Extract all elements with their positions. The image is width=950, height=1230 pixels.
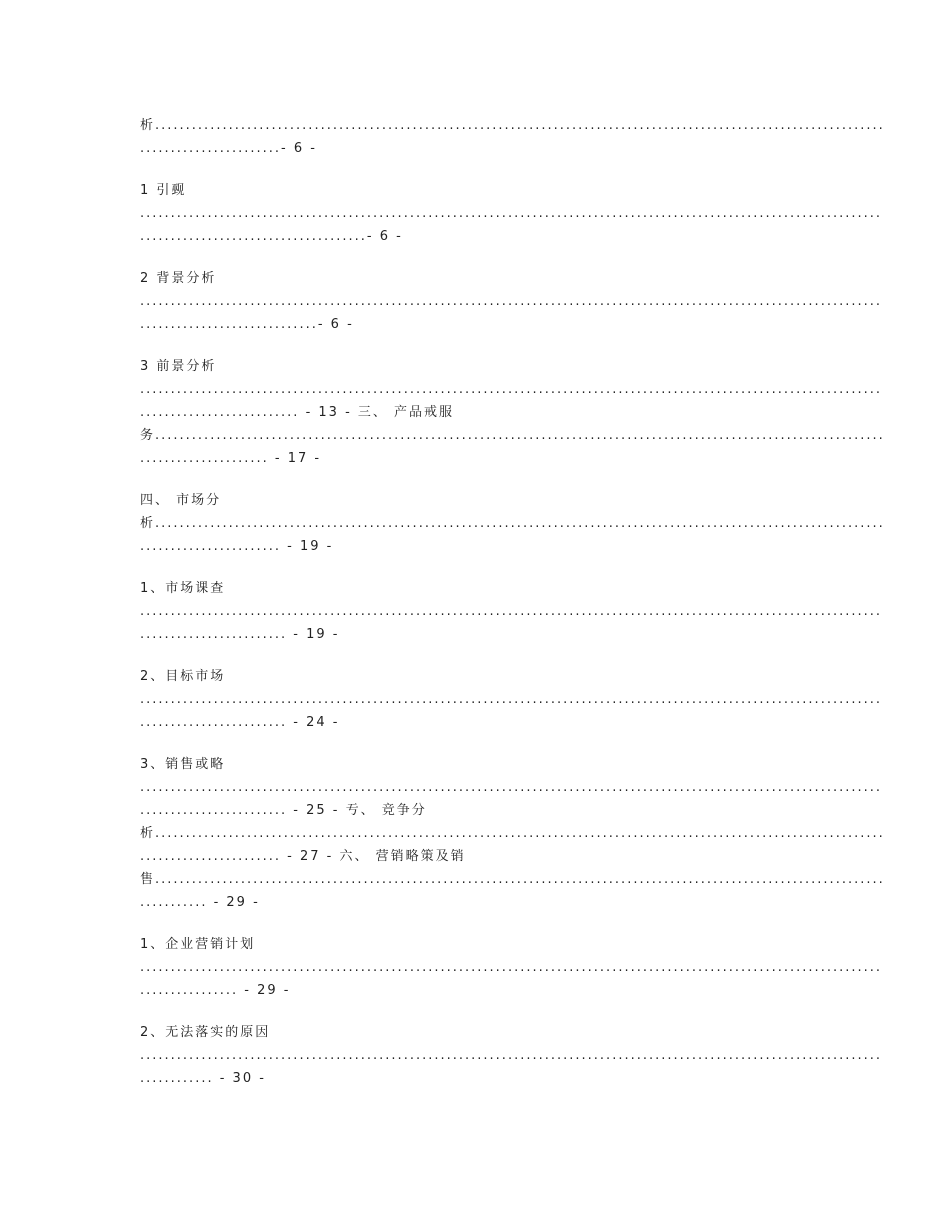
spacer (140, 646, 810, 665)
toc-line: ............ - 30 - (140, 1071, 266, 1086)
toc-line: 务....................................................................................................................... (140, 428, 885, 443)
toc-line: ......................................................................................................................... (140, 206, 883, 221)
toc-line: 析....................................................................................................................... (140, 118, 885, 133)
toc-line: 析....................................................................................................................... (140, 826, 885, 841)
toc-line: ....................... - 19 - (140, 539, 334, 554)
toc-heading: 3 前景分析 (140, 359, 217, 374)
toc-line: 析....................................................................................................................... (140, 516, 885, 531)
spacer (140, 558, 810, 577)
toc-line: .......................... - 13 - 三、 产品戒服 (140, 405, 455, 420)
toc-heading: 2、目标市场 (140, 669, 226, 684)
spacer (140, 160, 810, 179)
toc-line: ......................................................................................................................... (140, 294, 883, 309)
toc-heading: 1、市场课查 (140, 581, 226, 596)
toc-line: ........................ - 25 - 亐、 竞争分 (140, 803, 427, 818)
toc-line: ......................................................................................................................... (140, 780, 883, 795)
toc-line: ......................................................................................................................... (140, 960, 883, 975)
toc-line: ..................... - 17 - (140, 451, 322, 466)
toc-line: ....................... - 27 - 六、 营销略策及销 (140, 849, 466, 864)
toc-line: ......................................................................................................................... (140, 382, 883, 397)
toc-line: .......................- 6 - (140, 141, 317, 156)
toc-line: ................ - 29 - (140, 983, 291, 998)
spacer (140, 734, 810, 753)
toc-heading: 2 背景分析 (140, 271, 217, 286)
toc-line: 售....................................................................................................................... (140, 872, 885, 887)
toc-line: ........... - 29 - (140, 895, 260, 910)
toc-line: ........................ - 19 - (140, 627, 340, 642)
spacer (140, 1002, 810, 1021)
toc-heading: 1 引觋 (140, 183, 187, 198)
toc-line: ........................ - 24 - (140, 715, 340, 730)
spacer (140, 914, 810, 933)
toc-line: ......................................................................................................................... (140, 1048, 883, 1063)
toc-line: .....................................- 6 - (140, 229, 403, 244)
toc-heading: 2、无法落实的原因 (140, 1025, 271, 1040)
spacer (140, 336, 810, 355)
toc-heading: 四、 市场分 (140, 493, 222, 508)
toc-line: .............................- 6 - (140, 317, 354, 332)
toc-heading: 1、企业营销计划 (140, 937, 256, 952)
table-of-contents (140, 114, 885, 1090)
toc-heading: 3、销售或略 (140, 757, 226, 772)
spacer (140, 470, 810, 489)
toc-line: ......................................................................................................................... (140, 692, 883, 707)
spacer (140, 248, 810, 267)
toc-line: ......................................................................................................................... (140, 604, 883, 619)
